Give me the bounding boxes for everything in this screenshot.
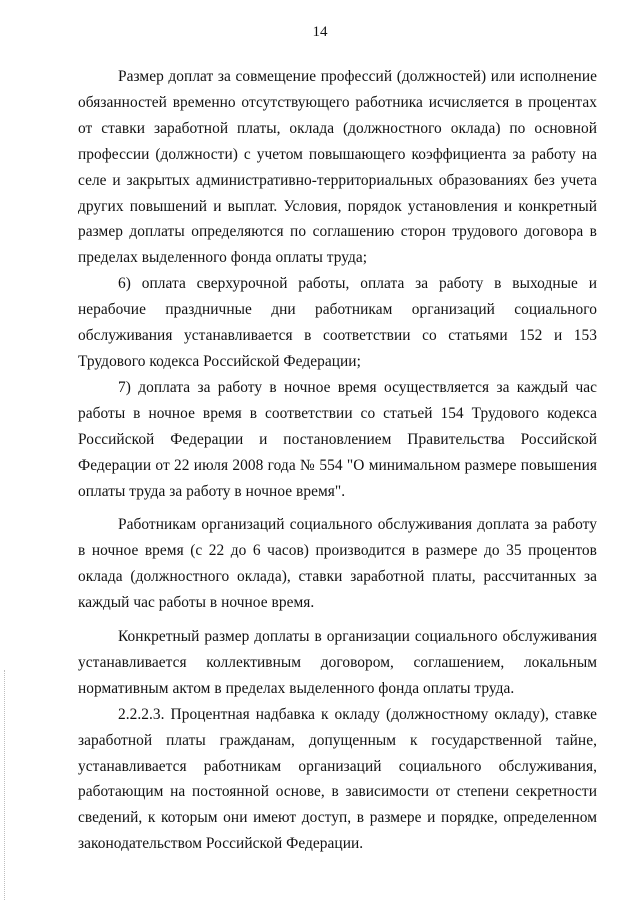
paragraph-night-hours: Работникам организаций социального обслуживания доплата за работу в ночное время (с 22 до 6 часов) производится в размере до 35 процентов оклада (должностного оклада), ставки заработной платы, рассчитанных за каждый час работы в ночное время. (78, 516, 597, 612)
paragraph-specific-amount: Конкретный размер доплаты в организации социального обслуживания устанавливается коллективным договором, соглашением, локальным нормативным актом в пределах выделенного фонда оплаты труда. (78, 628, 597, 697)
paragraph-state-secret-allowance: 2.2.2.3. Процентная надбавка к окладу (должностному окладу), ставке заработной платы гражданам, допущенным к государственной тайне, устанавливается работникам организаций социального обслуживания, работающим на постоянной основе, в зависимости от степени секретности сведений, к которым они имеют доступ, в размере и порядке, определенном законодательством Российской Федерации. (78, 705, 597, 853)
paragraph-combination-pay: Размер доплат за совмещение профессий (должностей) или исполнение обязанностей временно отсутствующего работника исчисляется в процентах от ставки заработной платы, оклада (должностного оклада) по основной профессии (должности) с учетом повышающего коэффициента за работу на селе и закрытых административно-территориальных образованиях без учета других повышений и выплат. Условия, порядок установления и конкретный размер доплаты определяются по соглашению сторон трудового договора в пределах выделенного фонда оплаты труда; (78, 68, 597, 267)
paragraph-night-work-pay: 7) доплата за работу в ночное время осуществляется за каждый час работы в ночное время в соответствии со статьей 154 Трудового кодекса Российской Федерации и постановлением Правительства Российской Федерации от 22 июля 2008 года № 554 "О минимальном размере повышения оплаты труда за работу в ночное время". (78, 378, 597, 500)
page-number: 14 (312, 24, 328, 40)
paragraph-overtime-pay: 6) оплата сверхурочной работы, оплата за работу в выходные и нерабочие праздничные дни работникам организаций социального обслуживания устанавливается в соответствии со статьями 152 и 153 Трудового кодекса Российской Федерации; (78, 275, 597, 370)
scan-edge-mark (4, 670, 6, 900)
document-body (78, 64, 597, 857)
